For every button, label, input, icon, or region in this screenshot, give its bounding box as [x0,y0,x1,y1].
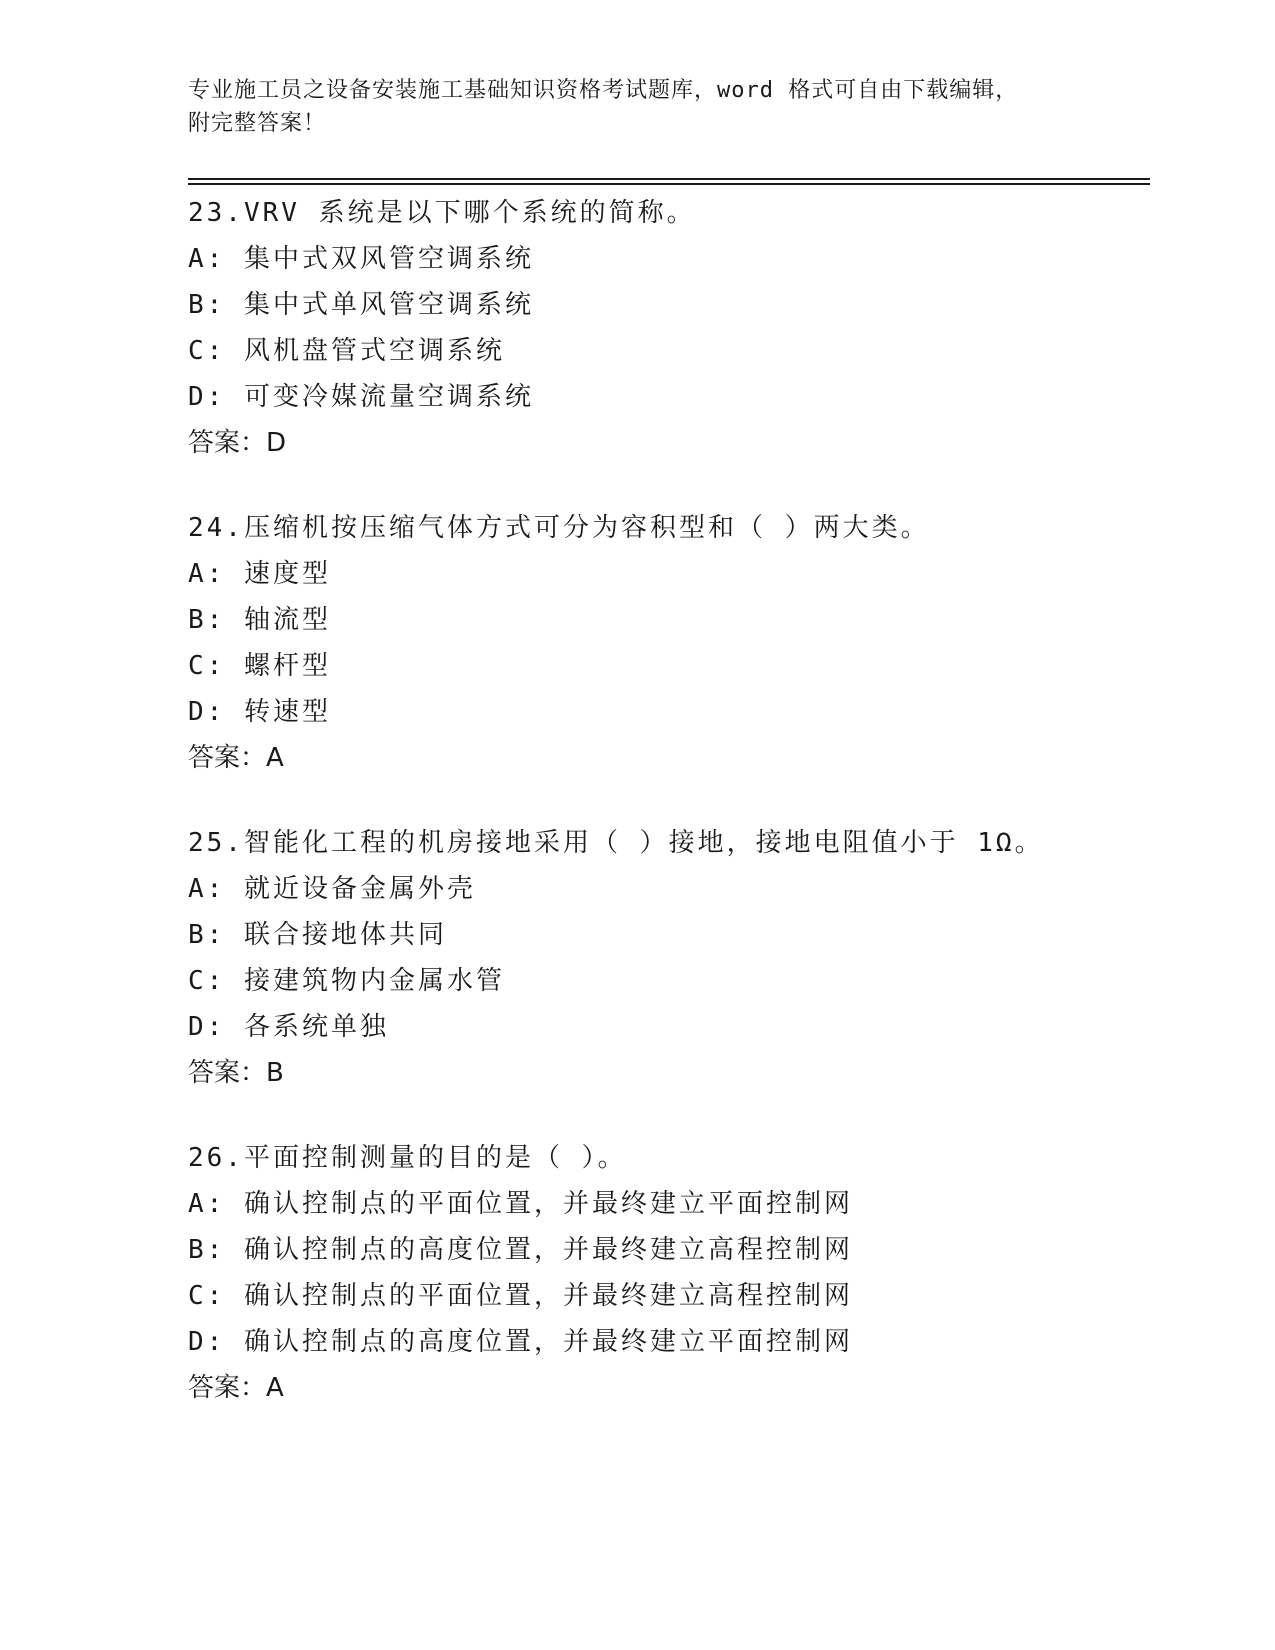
option-a: A: 确认控制点的平面位置，并最终建立平面控制网 [188,1189,853,1219]
option-c: C: 接建筑物内金属水管 [188,966,505,996]
option-c: C: 确认控制点的平面位置，并最终建立高程控制网 [188,1281,853,1311]
question-stem: 25.智能化工程的机房接地采用（ ）接地，接地电阻值小于 1Ω。 [188,828,1044,858]
option-b: B: 轴流型 [188,605,331,635]
question-26 [188,1135,1148,1411]
option-b: B: 集中式单风管空调系统 [188,290,534,320]
option-b: B: 联合接地体共同 [188,920,447,950]
option-c: C: 风机盘管式空调系统 [188,336,505,366]
question-stem: 24.压缩机按压缩气体方式可分为容积型和（ ）两大类。 [188,513,930,543]
option-a: A: 集中式双风管空调系统 [188,244,534,274]
question-23 [188,190,1148,466]
header-divider-top [188,178,1150,180]
question-stem: 26.平面控制测量的目的是（ ）。 [188,1143,627,1173]
header-line-1: 专业施工员之设备安装施工基础知识资格考试题库，word 格式可自由下载编辑， [188,78,1019,103]
option-d: D: 转速型 [188,697,331,727]
answer: 答案：D [188,428,287,458]
option-a: A: 速度型 [188,559,331,589]
document-header [188,74,1108,140]
question-24 [188,505,1148,781]
option-d: D: 确认控制点的高度位置，并最终建立平面控制网 [188,1327,853,1357]
option-c: C: 螺杆型 [188,651,331,681]
question-25 [188,820,1148,1096]
answer: 答案：A [188,743,284,773]
option-b: B: 确认控制点的高度位置，并最终建立高程控制网 [188,1235,853,1265]
answer: 答案：A [188,1373,284,1403]
option-d: D: 各系统单独 [188,1012,389,1042]
option-d: D: 可变冷媒流量空调系统 [188,382,534,412]
question-stem: 23.VRV 系统是以下哪个系统的简称。 [188,198,696,228]
answer: 答案：B [188,1058,284,1088]
header-divider-bottom [188,183,1150,185]
header-line-2: 附完整答案！ [188,111,327,136]
option-a: A: 就近设备金属外壳 [188,874,476,904]
